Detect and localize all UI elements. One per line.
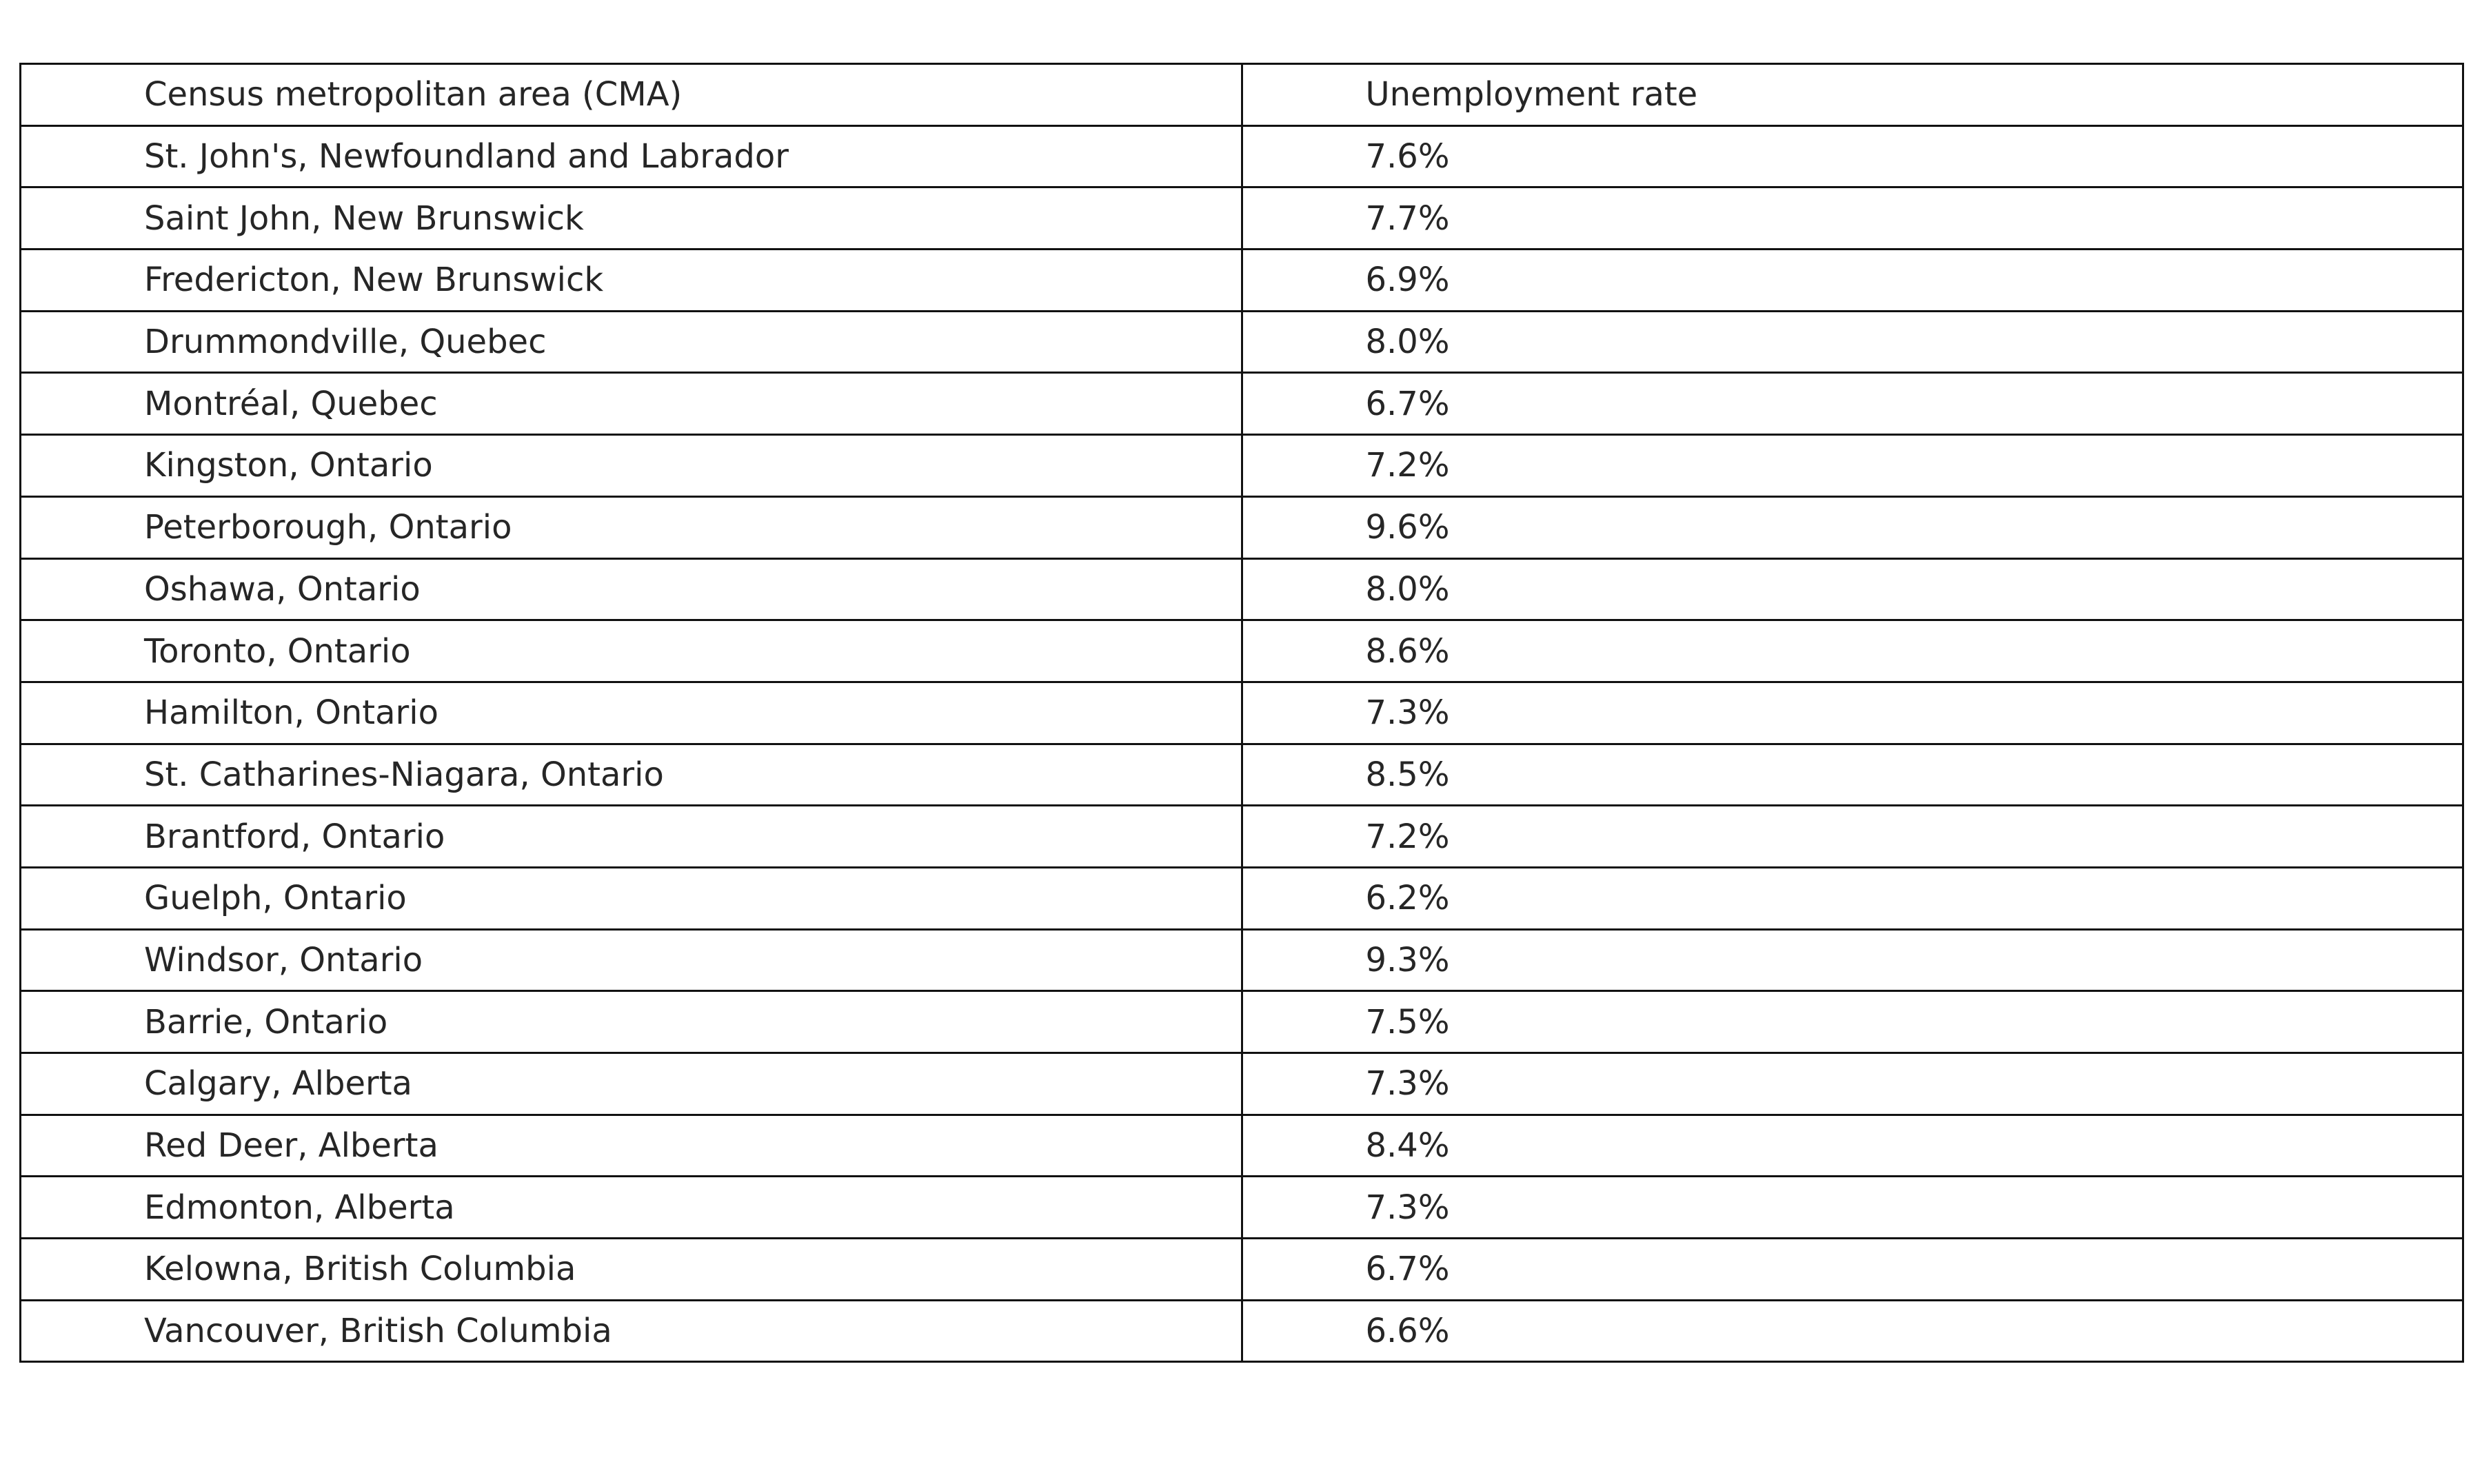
unemployment-rate-cell: 9.3%: [1242, 929, 2463, 991]
table-row: [21, 311, 2463, 373]
cma-cell: Toronto, Ontario: [21, 620, 1242, 682]
cma-cell: Guelph, Ontario: [21, 867, 1242, 929]
table-row: [21, 125, 2463, 187]
table-row: [21, 991, 2463, 1053]
unemployment-rate-cell: 6.9%: [1242, 250, 2463, 312]
unemployment-rate-cell: 8.6%: [1242, 620, 2463, 682]
cma-cell: Red Deer, Alberta: [21, 1115, 1242, 1177]
table-row: [21, 806, 2463, 868]
table-row: [21, 1239, 2463, 1301]
table-row: [21, 1300, 2463, 1362]
table-row: [21, 1177, 2463, 1239]
table-row: [21, 620, 2463, 682]
cma-cell: Oshawa, Ontario: [21, 558, 1242, 620]
cma-cell: Hamilton, Ontario: [21, 682, 1242, 744]
unemployment-rate-cell: 6.7%: [1242, 1239, 2463, 1301]
cma-cell: Brantford, Ontario: [21, 806, 1242, 868]
cma-cell: Saint John, New Brunswick: [21, 187, 1242, 250]
unemployment-rate-cell: 6.6%: [1242, 1300, 2463, 1362]
column-header-unemployment-rate: Unemployment rate: [1242, 64, 2463, 126]
table-row: [21, 682, 2463, 744]
data-table-figure: [19, 63, 2464, 1363]
cma-cell: Barrie, Ontario: [21, 991, 1242, 1053]
table-row: [21, 1115, 2463, 1177]
unemployment-rate-cell: 7.2%: [1242, 806, 2463, 868]
table-header-row: [21, 64, 2463, 126]
unemployment-rate-cell: 8.0%: [1242, 558, 2463, 620]
table-row: [21, 496, 2463, 558]
cma-cell: Peterborough, Ontario: [21, 496, 1242, 558]
table-body: [21, 125, 2463, 1362]
cma-cell: St. John's, Newfoundland and Labrador: [21, 125, 1242, 187]
table-row: [21, 558, 2463, 620]
table-row: [21, 373, 2463, 435]
column-header-cma: Census metropolitan area (CMA): [21, 64, 1242, 126]
unemployment-rate-cell: 6.7%: [1242, 373, 2463, 435]
table-row: [21, 1053, 2463, 1115]
cma-cell: Montréal, Quebec: [21, 373, 1242, 435]
table-row: [21, 250, 2463, 312]
table-row: [21, 187, 2463, 250]
table-row: [21, 435, 2463, 497]
unemployment-rate-cell: 9.6%: [1242, 496, 2463, 558]
table-row: [21, 929, 2463, 991]
unemployment-rate-cell: 8.4%: [1242, 1115, 2463, 1177]
unemployment-rate-cell: 7.7%: [1242, 187, 2463, 250]
table-row: [21, 744, 2463, 806]
unemployment-rate-cell: 8.5%: [1242, 744, 2463, 806]
unemployment-rate-cell: 7.3%: [1242, 1053, 2463, 1115]
cma-cell: Edmonton, Alberta: [21, 1177, 1242, 1239]
cma-cell: Drummondville, Quebec: [21, 311, 1242, 373]
cma-cell: Fredericton, New Brunswick: [21, 250, 1242, 312]
cma-cell: St. Catharines-Niagara, Ontario: [21, 744, 1242, 806]
unemployment-rate-cell: 7.6%: [1242, 125, 2463, 187]
unemployment-rate-cell: 7.2%: [1242, 435, 2463, 497]
unemployment-rate-cell: 7.3%: [1242, 1177, 2463, 1239]
cma-cell: Windsor, Ontario: [21, 929, 1242, 991]
unemployment-rate-cell: 8.0%: [1242, 311, 2463, 373]
unemployment-rate-cell: 7.3%: [1242, 682, 2463, 744]
unemployment-table: [19, 63, 2464, 1363]
cma-cell: Vancouver, British Columbia: [21, 1300, 1242, 1362]
cma-cell: Calgary, Alberta: [21, 1053, 1242, 1115]
cma-cell: Kingston, Ontario: [21, 435, 1242, 497]
unemployment-rate-cell: 7.5%: [1242, 991, 2463, 1053]
table-row: [21, 867, 2463, 929]
cma-cell: Kelowna, British Columbia: [21, 1239, 1242, 1301]
unemployment-rate-cell: 6.2%: [1242, 867, 2463, 929]
